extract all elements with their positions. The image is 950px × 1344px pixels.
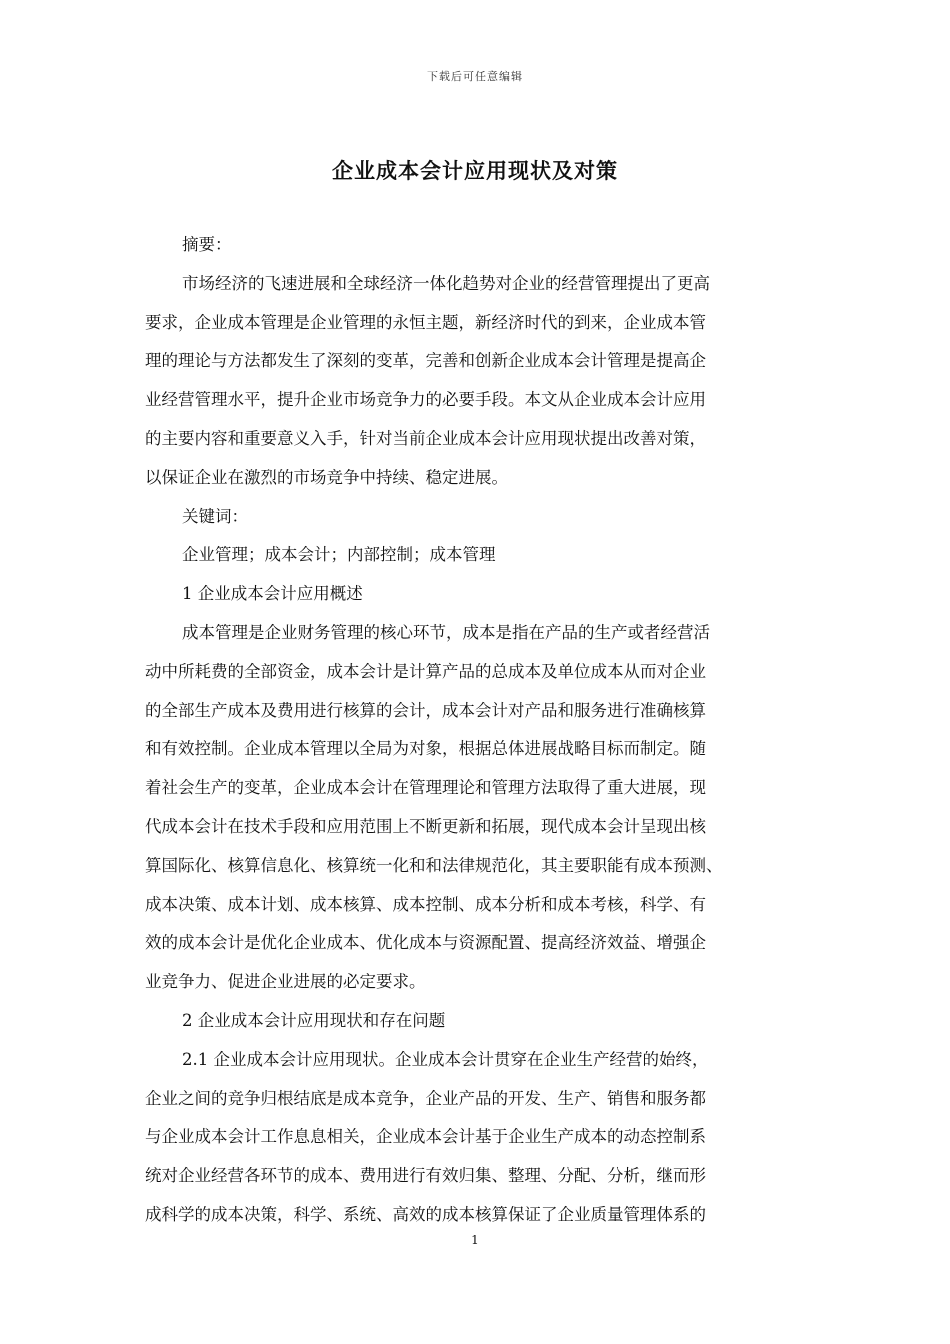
body-line: 1 企业成本会计应用概述 [182,584,363,604]
body-line: 企业管理；成本会计；内部控制；成本管理 [182,545,496,565]
body-line: 摘要： [182,235,232,254]
body-line: 企业之间的竞争归根结底是成本竞争，企业产品的开发、生产、销售和服务都 [145,1088,706,1108]
body-line: 要求，企业成本管理是企业管理的永恒主题，新经济时代的到来，企业成本管 [145,312,706,332]
body-line: 代成本会计在技术手段和应用范围上不断更新和拓展，现代成本会计呈现出核 [145,817,706,836]
body-line: 成本决策、成本计划、成本核算、成本控制、成本分析和成本考核，科学、有 [145,894,706,914]
body-line: 统对企业经营各环节的成本、费用进行有效归集、整理、分配、分析，继而形 [145,1166,706,1186]
body-line: 2 企业成本会计应用现状和存在问题 [182,1011,446,1030]
body-line: 和有效控制。企业成本管理以全局为对象，根据总体进展战略目标而制定。随 [145,739,706,759]
body-line: 的全部生产成本及费用进行核算的会计，成本会计对产品和服务进行准确核算 [145,700,706,720]
body-line: 的主要内容和重要意义入手，针对当前企业成本会计应用现状提出改善对策， [145,429,706,448]
body-line: 成本管理是企业财务管理的核心环节，成本是指在产品的生产或者经营活 [182,623,710,642]
body-line: 市场经济的飞速进展和全球经济一体化趋势对企业的经营管理提出了更高 [182,273,710,293]
page-header-note: 下载后可任意编辑 [427,70,523,83]
body-line: 关键词： [182,506,248,526]
body-line: 与企业成本会计工作息息相关，企业成本会计基于企业生产成本的动态控制系 [145,1127,706,1147]
body-line: 以保证企业在激烈的市场竞争中持续、稳定进展。 [145,467,508,487]
body-line: 算国际化、核算信息化、核算统一化和和法律规范化，其主要职能有成本预测、 [145,855,723,875]
body-line: 2.1 企业成本会计应用现状。企业成本会计贯穿在企业生产经营的始终， [182,1049,709,1069]
body-line: 理的理论与方法都发生了深刻的变革，完善和创新企业成本会计管理是提高企 [145,351,706,371]
body-line: 着社会生产的变革，企业成本会计在管理理论和管理方法取得了重大进展，现 [145,778,706,798]
body-line: 动中所耗费的全部资金，成本会计是计算产品的总成本及单位成本从而对企业 [145,661,706,681]
document-title: 企业成本会计应用现状及对策 [332,158,618,183]
page-number: 1 [471,1233,479,1247]
body-line: 业经营管理水平，提升企业市场竞争力的必要手段。本文从企业成本会计应用 [145,390,706,410]
body-line: 业竞争力、促进企业进展的必定要求。 [145,972,426,992]
body-line: 效的成本会计是优化企业成本、优化成本与资源配置、提高经济效益、增强企 [145,933,706,953]
body-line: 成科学的成本决策，科学、系统、高效的成本核算保证了企业质量管理体系的 [145,1205,706,1224]
